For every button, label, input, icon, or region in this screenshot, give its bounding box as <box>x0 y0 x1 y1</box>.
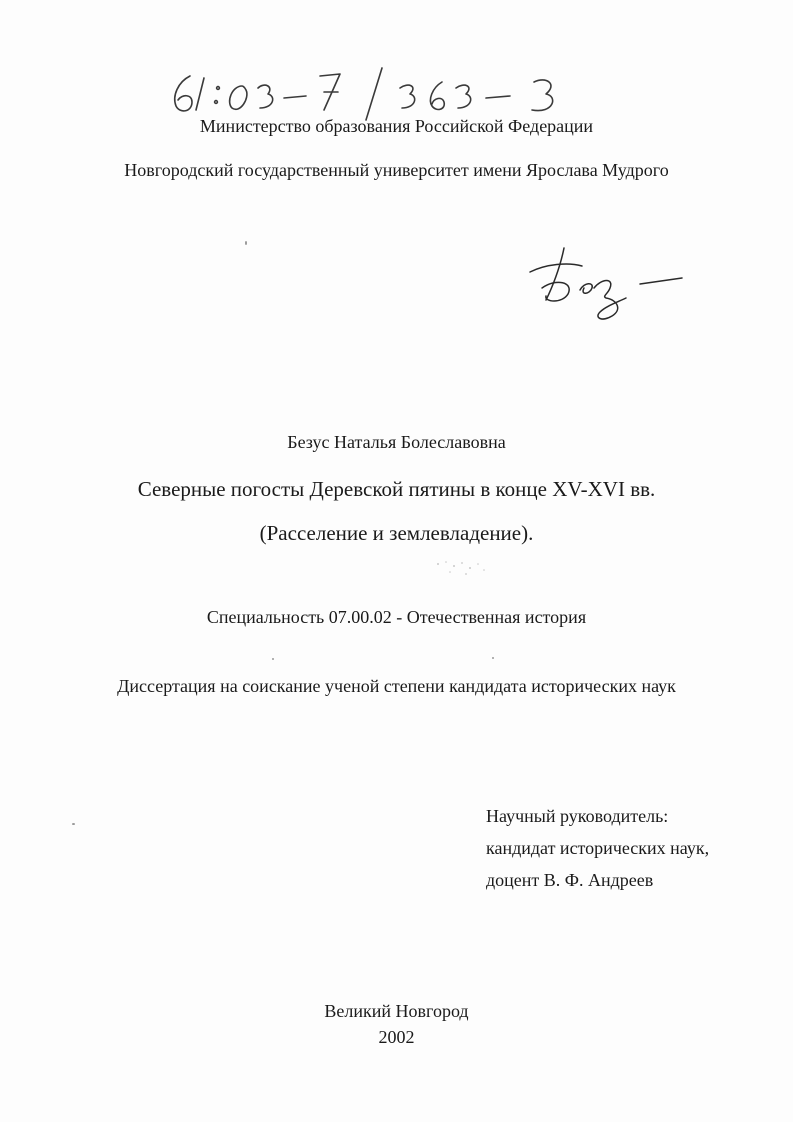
year-line: 2002 <box>378 1027 415 1047</box>
author-name: Безус Наталья Болеславовна <box>287 432 506 452</box>
university-heading: Новгородский государственный университет имени Ярослава Мудрого <box>124 160 669 180</box>
signature-drawing <box>522 238 702 328</box>
advisor-degree: кандидат исторических наук, <box>486 838 710 858</box>
scan-speck <box>245 241 247 245</box>
city-line: Великий Новгород <box>324 1001 469 1021</box>
advisor-name: доцент В. Ф. Андреев <box>486 870 654 890</box>
dissertation-degree-line: Диссертация на соискание ученой степени кандидата исторических наук <box>117 676 676 696</box>
faint-smudge <box>428 556 498 580</box>
specialty-line: Специальность 07.00.02 - Отечественная история <box>206 607 587 627</box>
scientific-advisor-block <box>486 800 709 896</box>
advisor-label: Научный руководитель: <box>486 806 669 826</box>
archive-code-handwritten <box>160 62 600 124</box>
scan-speck <box>272 658 274 660</box>
scan-speck <box>492 657 494 659</box>
archive-code-drawing <box>160 62 600 124</box>
scan-speck <box>72 823 75 825</box>
ministry-heading: Министерство образования Российской Федерации <box>199 116 594 136</box>
dissertation-title-line1: Северные погосты Деревской пятины в конце XV-XVI вв. <box>137 477 656 501</box>
signature <box>522 238 702 328</box>
dissertation-title-line2: (Расселение и землевладение). <box>259 521 534 545</box>
